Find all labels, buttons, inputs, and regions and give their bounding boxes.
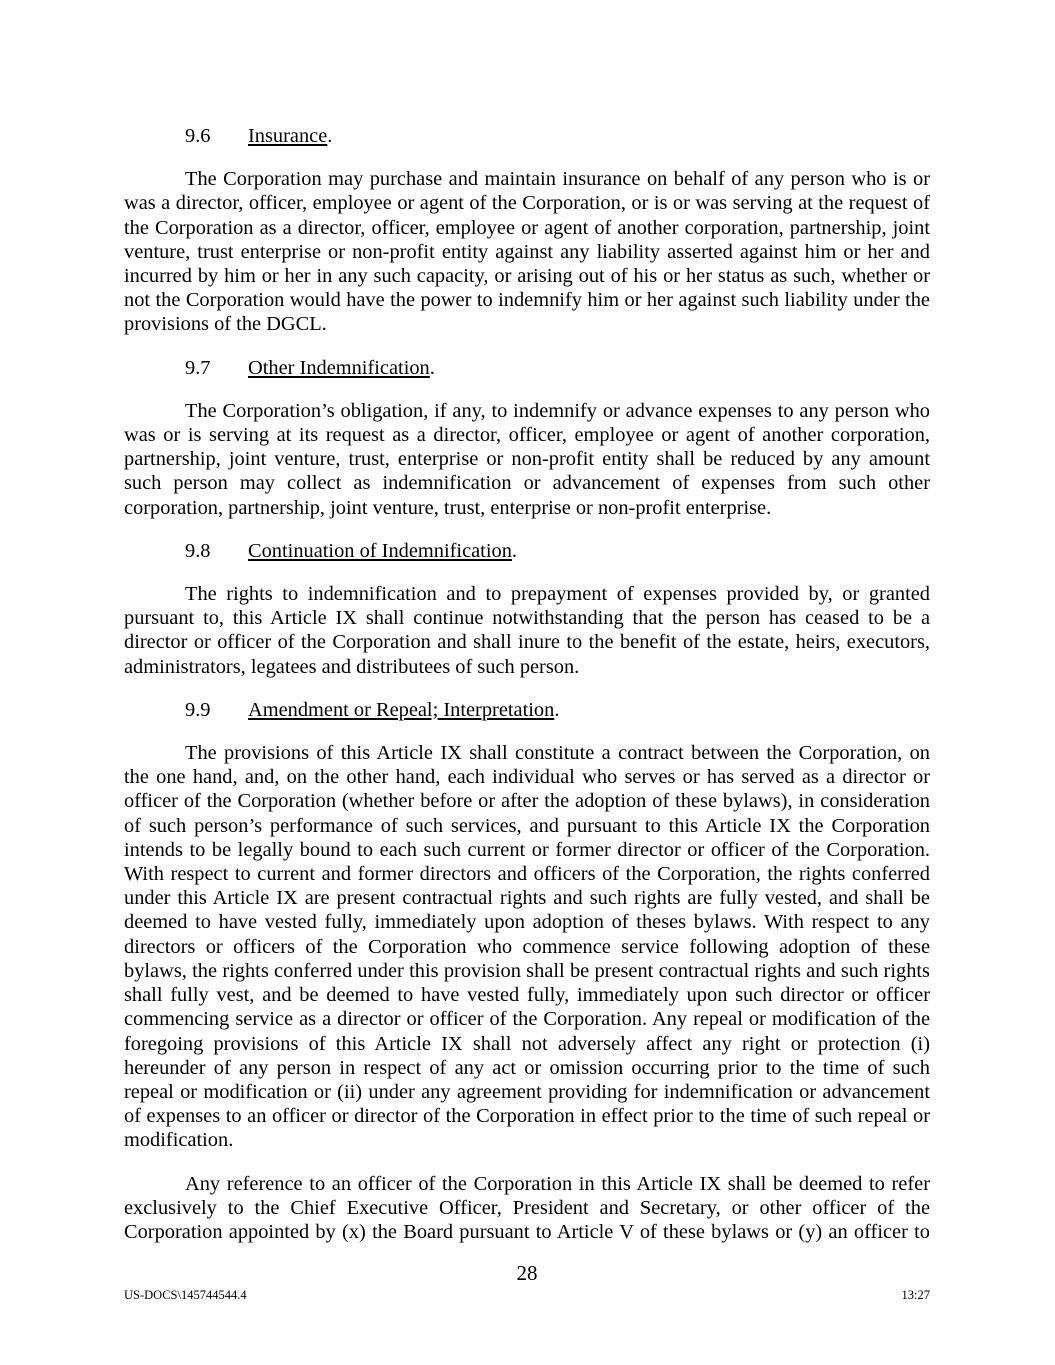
section-heading-9-8	[124, 539, 930, 563]
heading-period: .	[429, 356, 435, 379]
heading-period: .	[554, 698, 560, 721]
section-title: Amendment or Repeal; Interpretation	[248, 698, 555, 721]
section-number: 9.8	[185, 539, 211, 562]
section-number: 9.6	[185, 125, 211, 147]
section-number: 9.9	[185, 698, 211, 721]
section-heading-9-9	[124, 698, 930, 722]
paragraph-amendment-repeal: The provisions of this Article IX shall constitute a contract between the Corporation, on the one hand, and, on the other hand, each individual who serves or has served as a director or officer of the Corporation (whether before or after the adoption of these bylaws), in consideration of such person’s performance of such services, and pursuant to this Article IX the Corporation intends to be legally bound to each such current or former director or officer of the Corporation. With respect to current and former directors and officers of the Corporation, the rights conferred under this Article IX are present contractual rights and such rights are fully vested, and shall be deemed to have vested fully, immediately upon adoption of theses bylaws. With respect to any directors or officers of the Corporation who commence service following adoption of these bylaws, the rights conferred under this provision shall be present contractual rights and such rights shall fully vest, and be deemed to have vested fully, immediately upon such director or officer commencing service as a director or officer of the Corporation. Any repeal or modification of the foregoing provisions of this Article IX shall not adversely affect any right or protection (i) hereunder of any person in respect of any act or omission occurring prior to the time of such repeal or modification or (ii) under any agreement providing for indemnification or advancement of expenses to an officer or director of the Corporation in effect prior to the time of such repeal or modification.	[124, 742, 930, 1152]
heading-period: .	[327, 125, 333, 147]
section-title: Continuation of Indemnification	[248, 539, 512, 562]
page-number: 28	[516, 1261, 538, 1285]
paragraph-insurance: The Corporation may purchase and maintain insurance on behalf of any person who is or was a director, officer, employee or agent of the Corporation, or is or was serving at the request of the Corporation as a director, officer, employee or agent of another corporation, partnership, joint venture, trust enterprise or non-profit entity against any liability asserted against him or her and incurred by him or her in any such capacity, or arising out of his or her status as such, whether or not the Corporation would have the power to indemnify him or her against such liability under the provisions of the DGCL.	[124, 168, 930, 336]
section-heading-9-6	[124, 124, 930, 148]
section-number: 9.7	[185, 356, 211, 379]
footer-timestamp: 13:27	[901, 1288, 930, 1302]
document-body	[124, 124, 930, 1263]
footer-doc-id: US-DOCS\145744544.4	[124, 1288, 247, 1302]
section-heading-9-7	[124, 356, 930, 380]
paragraph-officer-reference: Any reference to an officer of the Corporation in this Article IX shall be deemed to refer exclusively to the Chief Executive Officer, President and Secretary, or other officer of the Corporation appointed by (x) the Board pursuant to Article V of these bylaws or (y) an officer to	[124, 1172, 930, 1243]
heading-period: .	[511, 539, 518, 562]
paragraph-continuation: The rights to indemnification and to prepayment of expenses provided by, or granted pursuant to, this Article IX shall continue notwithstanding that the person has ceased to be a director or officer of the Corporation and shall inure to the benefit of the estate, heirs, executors, administrators, legatees and distributees of such person.	[124, 583, 930, 678]
paragraph-other-indemnification: The Corporation’s obligation, if any, to indemnify or advance expenses to any person who was or is serving at its request as a director, officer, employee or agent of another corporation, partnership, joint venture, trust, enterprise or non-profit entity shall be reduced by any amount such person may collect as indemnification or advancement of expenses from such other corporation, partnership, joint venture, trust, enterprise or non-profit enterprise.	[124, 399, 930, 519]
section-title: Other Indemnification	[248, 356, 430, 379]
section-title: Insurance	[248, 125, 328, 147]
